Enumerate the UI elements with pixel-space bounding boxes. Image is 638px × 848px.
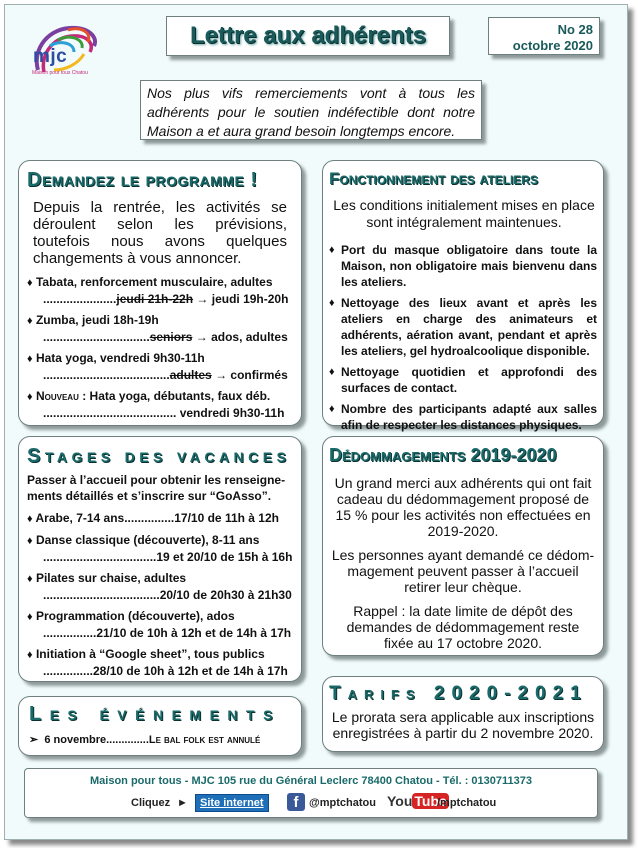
programme-section bbox=[18, 160, 302, 426]
site-internet-link[interactable]: Site internet bbox=[195, 794, 269, 812]
youtube-icon[interactable]: You Tube bbox=[387, 793, 447, 809]
programme-item: ♦ Nouveau : Hata yoga, débutants, faux déb. ........................................ vendredi 9h30-11h bbox=[27, 389, 285, 420]
dedommagements-section bbox=[322, 436, 604, 656]
tarifs-text: Le prorata sera applicable aux inscriptions enregistrées à partir du 2 novembre 2020. bbox=[331, 709, 595, 741]
newsletter-title-box bbox=[166, 16, 450, 56]
footer-address: Maison pour tous - MJC 105 rue du Général Leclerc 78400 Chatou - Tél. : 0130711373 bbox=[90, 775, 532, 787]
ateliers-item: ♦ Nettoyage des lieux avant et après les ateliers en charge des animateurs et adhérents, aération avant, pendant et après les ateliers, gel hydroalcoolique disponible. bbox=[329, 296, 597, 358]
facebook-icon[interactable]: f bbox=[287, 793, 305, 811]
ateliers-item: ♦ Nettoyage quotidien et approfondi des surfaces de contact. bbox=[329, 365, 597, 395]
tarifs-title: Tarifs 2020-2021 bbox=[329, 683, 588, 704]
ateliers-item: ♦ Port du masque obligatoire dans toute la Maison, non obligatoire mais bienvenu dans les ateliers. bbox=[329, 243, 597, 289]
stages-title: Stages des vacances bbox=[27, 445, 291, 467]
programme-item: ♦ Zumba, jeudi 18h-19h ................................seniors → ados, adultes bbox=[27, 313, 288, 344]
stages-item: ♦ Programmation (découverte), ados ................21/10 de 10h à 12h et de 14h à 17h bbox=[27, 609, 292, 640]
programme-title: Demandez le programme ! bbox=[27, 169, 258, 191]
arrow-right-icon: ► bbox=[177, 797, 188, 809]
newsletter-title: Lettre aux adhérents bbox=[189, 22, 427, 49]
intro-box bbox=[140, 80, 482, 140]
ateliers-item: ♦ Nombre des participants adapté aux salles afin de respecter les distances physiques. bbox=[329, 402, 597, 432]
issue-date: octobre 2020 bbox=[512, 38, 593, 53]
ateliers-intro: Les conditions initialement mises en place sont intégralement maintenues. bbox=[333, 197, 595, 230]
youtube-handle[interactable]: /mptchatou bbox=[437, 797, 497, 809]
dedommagements-p2: Les personnes ayant demandé ce dédom-magement peuvent passer à l’accueil retirer leur chèque. bbox=[331, 547, 595, 595]
ateliers-section bbox=[322, 160, 604, 432]
intro-text: Nos plus vifs remerciements vont à tous les adhérents pour le soutien indéfectible dont notre Maison a et aura grand besoin longtemps encore. bbox=[147, 85, 475, 139]
dedommagements-title: Dédommagements 2019-2020 bbox=[329, 445, 557, 465]
dedommagements-p1: Un grand merci aux adhérents qui ont fait cadeau du dédommagement proposé de 15 % pour les activités non effectuées en 2019-2020. bbox=[334, 475, 592, 539]
programme-intro: Depuis la rentrée, les activités se déroulent selon les prévisions, toutefois nous avons quelques changements à vous annoncer. bbox=[33, 199, 287, 267]
facebook-handle[interactable]: @mptchatou bbox=[309, 797, 376, 809]
programme-item: ♦ Hata yoga, vendredi 9h30-11h ......................................adultes → confirmés bbox=[27, 351, 288, 382]
issue-number: No 28 bbox=[557, 22, 593, 37]
footer bbox=[24, 768, 598, 818]
stages-item: ♦ Danse classique (découverte), 8-11 ans ..................................19 et 20/10 de 15h à 16h bbox=[27, 533, 293, 564]
evenements-item: ➢ 6 novembre..............Le bal folk est annulé bbox=[29, 734, 261, 746]
stages-intro: Passer à l’accueil pour obtenir les renseigne-ments détaillés et s’inscrire sur “GoAsso”. bbox=[27, 473, 286, 503]
logo-text: mjc bbox=[33, 46, 68, 67]
dedommagements-p3: Rappel : la date limite de dépôt des demandes de dédommagement reste fixée au 17 octobre 2020. bbox=[346, 603, 580, 651]
issue-box bbox=[488, 17, 600, 55]
evenements-title: Les événements bbox=[29, 703, 281, 725]
stages-item: ♦ Pilates sur chaise, adultes ...................................20/10 de 20h30 à 21h30 bbox=[27, 571, 292, 602]
tarifs-section bbox=[322, 676, 604, 752]
programme-item: ♦ Tabata, renforcement musculaire, adultes ......................jeudi 21h-22h → jeudi 19h-20h bbox=[27, 275, 289, 306]
stages-section bbox=[18, 436, 302, 682]
evenements-section bbox=[18, 696, 302, 756]
ateliers-title: Fonctionnement des ateliers bbox=[329, 169, 538, 188]
stages-item: ♦ Initiation à “Google sheet”, tous publics ...............28/10 de 10h à 12h et de 14h à 17h bbox=[27, 647, 288, 678]
stages-item: ♦ Arabe, 7-14 ans...............17/10 de 11h à 12h bbox=[27, 511, 279, 525]
logo-subtitle: Maison pour tous Chatou bbox=[32, 70, 88, 76]
footer-cliquez: Cliquez bbox=[131, 797, 171, 809]
